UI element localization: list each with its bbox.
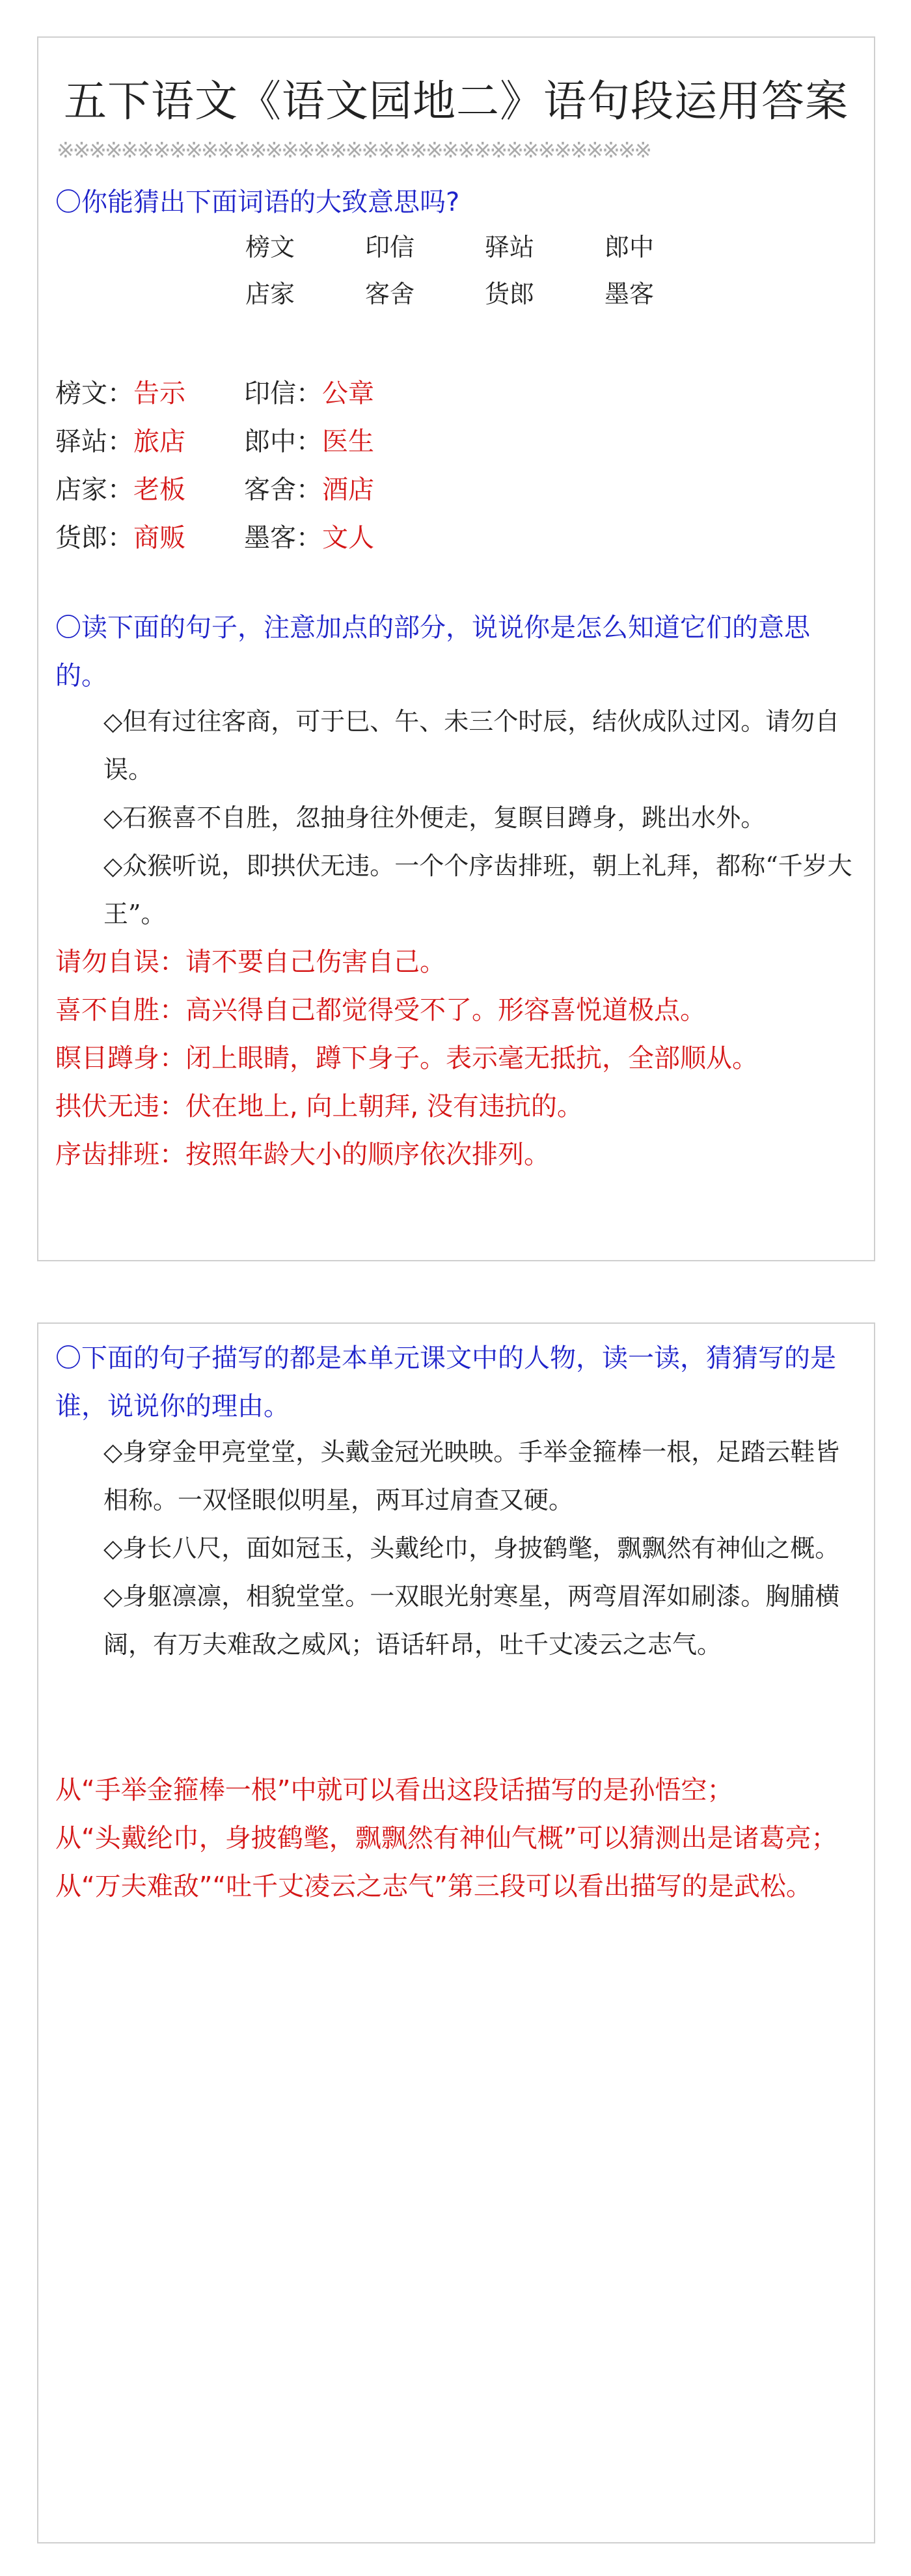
word: 榜文 bbox=[245, 233, 295, 262]
example-sentence: ◇但有过往客商，可于巳、午、未三个时辰，结伙成队过冈。请勿自误。 bbox=[103, 707, 840, 784]
answer-row bbox=[55, 369, 433, 418]
answer-row bbox=[55, 466, 433, 514]
word: 客舍 bbox=[365, 280, 415, 308]
word: 印信 bbox=[365, 233, 415, 262]
example-sentence: ◇身躯凛凛，相貌堂堂。一双眼光射寒星，两弯眉浑如刷漆。胸脯横阔，有万夫难敌之威风；语话轩昂，吐千丈凌云之志气。 bbox=[103, 1582, 840, 1659]
answer-meaning: 告示 bbox=[133, 379, 185, 409]
word: 店家 bbox=[245, 280, 295, 308]
answer-meaning: 医生 bbox=[322, 427, 374, 457]
question-3: 〇下面的句子描写的都是本单元课文中的人物，读一读，猜猜写的是谁，说说你的理由。 bbox=[55, 1343, 836, 1421]
answer-line: 喜不自胜：高兴得自己都觉得受不了。形容喜悦道极点。 bbox=[55, 995, 706, 1025]
answer-term: 墨客： bbox=[244, 523, 322, 553]
page-title: 五下语文《语文园地二》语句段运用答案 bbox=[64, 76, 849, 126]
question-2-sentences bbox=[103, 697, 856, 938]
word: 驿站 bbox=[485, 233, 535, 262]
example-sentence: ◇众猴听说，即拱伏无违。一个个序齿排班，朝上礼拜，都称“千岁大王”。 bbox=[103, 852, 852, 928]
answer-term: 货郎： bbox=[55, 523, 133, 553]
answer-line: 瞑目蹲身：闭上眼睛，蹲下身子。表示毫无抵抗，全部顺从。 bbox=[55, 1043, 758, 1073]
answer-line: 请勿自误：请不要自己伤害自己。 bbox=[55, 947, 446, 977]
answer-line: 拱伏无违：伏在地上, 向上朝拜, 没有违抗的。 bbox=[55, 1092, 583, 1121]
word: 货郎 bbox=[485, 280, 535, 308]
page-two bbox=[37, 1322, 875, 2543]
decorative-divider: ※※※※※※※※※※※※※※※※※※※※※※※※※※※※※※※※※※※※※ bbox=[57, 137, 651, 163]
answer-line: 从“手举金箍棒一根”中就可以看出这段话描写的是孙悟空； bbox=[55, 1775, 733, 1805]
answer-term: 客舍： bbox=[244, 475, 322, 505]
page-one bbox=[37, 36, 875, 1261]
word: 郎中 bbox=[605, 233, 655, 262]
question-1: 〇你能猜出下面词语的大致意思吗? bbox=[55, 187, 460, 217]
answer-meaning: 老板 bbox=[133, 475, 185, 505]
answer-term: 驿站： bbox=[55, 427, 133, 457]
example-sentence: ◇身长八尺，面如冠玉，头戴纶巾，身披鹤氅，飘飘然有神仙之概。 bbox=[103, 1534, 840, 1563]
answer-meaning: 旅店 bbox=[133, 427, 185, 457]
word-row-1 bbox=[245, 224, 724, 271]
word-grid bbox=[245, 224, 724, 317]
word: 墨客 bbox=[605, 280, 655, 308]
answer-meaning: 酒店 bbox=[322, 475, 374, 505]
question-2-answers bbox=[55, 938, 858, 1179]
answer-line: 从“万夫难敌”“吐千丈凌云之志气”第三段可以看出描写的是武松。 bbox=[55, 1872, 812, 1901]
question-2: 〇读下面的句子，注意加点的部分，说说你是怎么知道它们的意思的。 bbox=[55, 613, 810, 691]
answer-term: 郎中： bbox=[244, 427, 322, 457]
answer-meaning: 文人 bbox=[322, 523, 374, 553]
answer-term: 印信： bbox=[244, 379, 322, 409]
answer-term: 榜文： bbox=[55, 379, 133, 409]
example-sentence: ◇身穿金甲亮堂堂，头戴金冠光映映。手举金箍棒一根，足踏云鞋皆相称。一双怪眼似明星，两耳过肩查又硬。 bbox=[103, 1438, 840, 1514]
answer-meaning: 公章 bbox=[322, 379, 374, 409]
example-sentence: ◇石猴喜不自胜，忽抽身往外便走，复瞑目蹲身，跳出水外。 bbox=[103, 803, 766, 832]
answer-term: 店家： bbox=[55, 475, 133, 505]
answer-row bbox=[55, 514, 433, 562]
word-answers bbox=[55, 369, 433, 562]
answer-line: 从“头戴纶巾，身披鹤氅，飘飘然有神仙气概”可以猜测出是诸葛亮； bbox=[55, 1823, 837, 1853]
answer-row bbox=[55, 418, 433, 466]
question-3-answers bbox=[55, 1766, 858, 1911]
question-3-sentences bbox=[103, 1428, 856, 1669]
answer-line: 序齿排班：按照年龄大小的顺序依次排列。 bbox=[55, 1140, 550, 1170]
word-row-2 bbox=[245, 271, 724, 317]
answer-meaning: 商贩 bbox=[133, 523, 185, 553]
